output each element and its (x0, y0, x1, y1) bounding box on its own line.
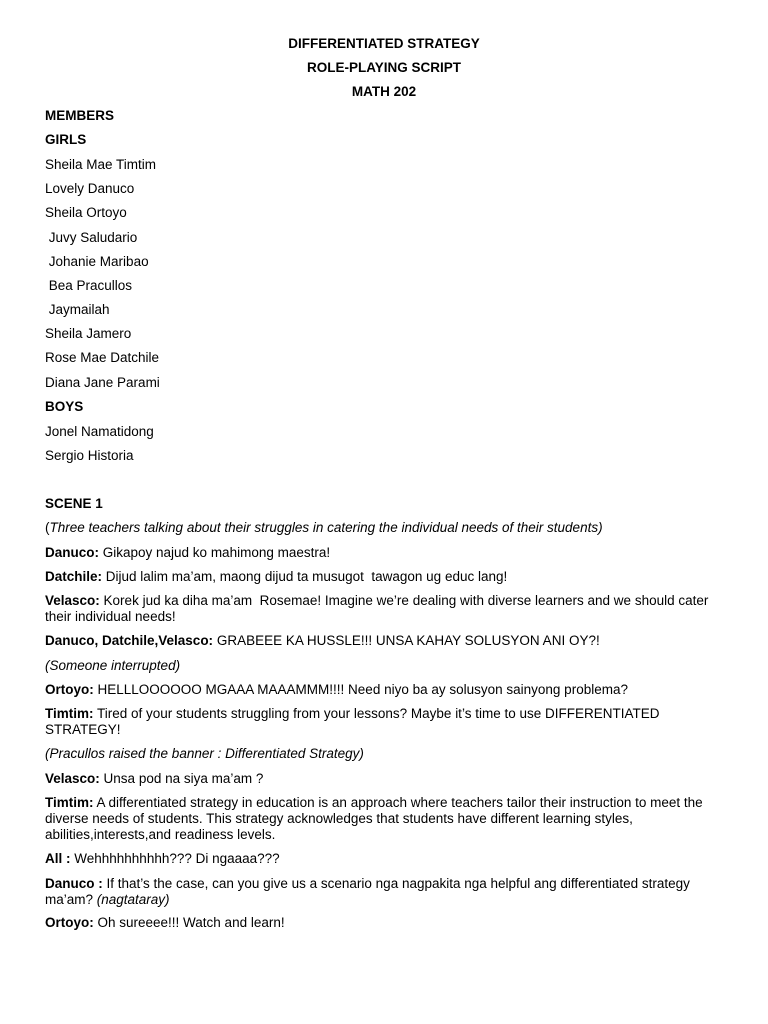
boys-heading: BOYS (45, 399, 84, 414)
dialogue-text: Dijud lalim ma’am, maong dijud ta musugot tawagon ug educ lang! (102, 569, 508, 584)
speaker-name: Velasco: (45, 771, 100, 786)
member-name: Bea Pracullos (45, 278, 133, 293)
dialogue-text: Oh sureeee!!! Watch and learn! (93, 915, 285, 930)
scene-intro (45, 520, 725, 536)
dialogue-line (45, 795, 725, 843)
stage-aside: (nagtataray) (96, 892, 170, 907)
speaker-name: Velasco: (45, 593, 100, 608)
member-name: Sergio Historia (45, 448, 134, 463)
dialogue-text: Wehhhhhhhhhh??? Di ngaaaa??? (70, 851, 280, 866)
speaker-name: Ortoyo: (45, 682, 94, 697)
dialogue-text: Tired of your students struggling from your lessons? Maybe it’s time to use DIFFERENTIATED STRATEGY! (45, 706, 664, 737)
dialogue-line (45, 682, 725, 698)
dialogue-text: HELLLOOOOOO MGAAA MAAAMMM!!!! Need niyo ba ay solusyon sainyong problema? (93, 682, 628, 697)
dialogue-line (45, 593, 725, 625)
dialogue-line (45, 771, 725, 787)
member-name: Jaymailah (45, 302, 110, 317)
dialogue-text: Unsa pod na siya ma’am ? (99, 771, 264, 786)
member-name: Sheila Jamero (45, 326, 132, 341)
dialogue-line (45, 545, 725, 561)
dialogue-line (45, 851, 725, 867)
scene-intro-text: Three teachers talking about their struggles in catering the individual needs of their students) (49, 520, 603, 535)
stage-direction: (Pracullos raised the banner : Differentiated Strategy) (45, 746, 364, 761)
member-name: Juvy Saludario (45, 230, 138, 245)
speaker-name: Datchile: (45, 569, 103, 584)
dialogue-text: A differentiated strategy in education is an approach where teachers tailor their instruction to meet the diverse needs of students. This strategy acknowledges that students have different learning styles, abilities,interests,and readiness levels. (45, 795, 707, 842)
member-name: Lovely Danuco (45, 181, 135, 196)
dialogue-line (45, 633, 725, 649)
dialogue-line (45, 706, 725, 738)
stage-direction: (Someone interrupted) (45, 658, 181, 673)
document-subtitle: ROLE-PLAYING SCRIPT (306, 60, 462, 75)
scene-intro-paren: ( (45, 520, 50, 535)
member-name: Johanie Maribao (45, 254, 149, 269)
dialogue-text: Korek jud ka diha ma’am Rosemae! Imagine we’re dealing with diverse learners and we should cater their individual needs! (45, 593, 713, 624)
dialogue-text: Gikapoy najud ko mahimong maestra! (99, 545, 331, 560)
dialogue-line (45, 569, 725, 585)
girls-heading: GIRLS (45, 132, 87, 147)
members-heading: MEMBERS (45, 108, 115, 123)
speaker-name: Danuco: (45, 545, 99, 560)
scene-heading: SCENE 1 (45, 496, 103, 511)
document-title: DIFFERENTIATED STRATEGY (288, 36, 480, 51)
dialogue-line (45, 915, 725, 931)
speaker-name: Danuco, Datchile,Velasco: (45, 633, 214, 648)
speaker-name: Ortoyo: (45, 915, 94, 930)
member-name: Jonel Namatidong (45, 424, 154, 439)
dialogue-text: If that’s the case, can you give us a scenario nga nagpakita nga helpful ang differentiated strategy ma’am? (45, 876, 694, 907)
member-name: Sheila Mae Timtim (45, 157, 157, 172)
dialogue-line (45, 876, 725, 908)
member-name: Diana Jane Parami (45, 375, 160, 390)
speaker-name: Danuco : (45, 876, 103, 891)
speaker-name: All : (45, 851, 71, 866)
speaker-name: Timtim: (45, 706, 94, 721)
dialogue-text: GRABEEE KA HUSSLE!!! UNSA KAHAY SOLUSYON ANI OY?! (213, 633, 600, 648)
member-name: Rose Mae Datchile (45, 350, 160, 365)
member-name: Sheila Ortoyo (45, 205, 127, 220)
course-code: MATH 202 (351, 84, 417, 99)
speaker-name: Timtim: (45, 795, 94, 810)
